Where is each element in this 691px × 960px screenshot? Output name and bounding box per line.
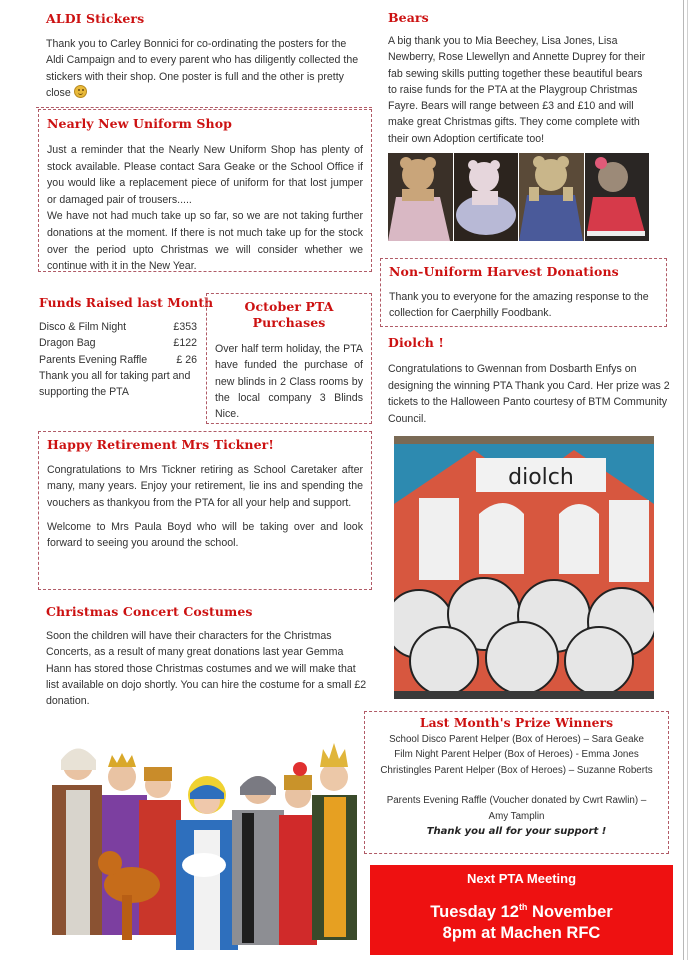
next-meeting-banner: [370, 865, 673, 955]
bear-photo-red-dress: [585, 153, 650, 241]
fund-amount: £353: [173, 321, 197, 333]
aldi-heading: ALDI Stickers: [46, 11, 145, 26]
bears-section: [388, 10, 650, 147]
funds-heading: Funds Raised last Month: [39, 295, 214, 310]
raffle-line: Parents Evening Raffle (Voucher donated by Cwrt Rawlin) –: [386, 795, 647, 807]
fund-amount: £122: [173, 337, 197, 350]
fund-row: [39, 352, 207, 368]
winner-line: School Disco Parent Helper (Box of Heroes) – Sara Geake: [389, 734, 644, 745]
winners-signoff: Thank you all for your support !: [426, 826, 607, 838]
fund-label: Parents Evening Raffle: [39, 353, 148, 366]
october-body: Over half term holiday, the PTA have funded the purchase of new blinds in 2 Class rooms by the local company 3 Blinds Nice.: [215, 343, 363, 421]
card-text: diolch: [508, 465, 574, 490]
bear-photo-tutu: [454, 153, 519, 241]
retirement-para-2: Welcome to Mrs Paula Boyd who will be taking over and look forward to seeing you around the school.: [47, 520, 363, 550]
diolch-body: Congratulations to Gwennan from Dosbarth Enfys on designing the winning PTA Thank you Card. Her prize was 2 tickets to the Halloween Panto courtesy of BTM Community Council.: [388, 363, 670, 425]
page-edge-line: [683, 0, 684, 960]
funds-raised-section: [39, 295, 214, 400]
fund-row: [39, 319, 207, 335]
meeting-date: Tuesday 12th November: [430, 902, 613, 921]
fund-label: Disco & Film Night: [39, 321, 127, 333]
meeting-place: 8pm at Machen RFC: [442, 924, 601, 942]
retirement-section: [38, 431, 372, 590]
bear-photos-strip: [388, 153, 649, 241]
bears-heading: Bears: [388, 10, 429, 25]
funds-thanks: Thank you all for taking part and supporting the PTA: [39, 369, 191, 399]
uniform-para-1: Just a reminder that the Nearly New Uniform Shop has plenty of stock available. Please contact Sara Geake or the School Office if you would like a replacement piece of uniform for that lost jumper or damaged pair of trousers.....: [47, 144, 363, 206]
winners-heading: Last Month's Prize Winners: [419, 715, 614, 730]
fund-amount: £ 26: [176, 353, 197, 366]
retirement-para-1: Congratulations to Mrs Tickner retiring as School Caretaker after many, many years. Enjoy your retirement, lie ins and spending the vouchers as thankyou from the PTA for all your help and support.: [47, 464, 363, 509]
harvest-donations-section: [380, 258, 667, 327]
section-divider: [36, 107, 372, 108]
prize-winners-section: [364, 711, 669, 854]
smiley-icon: [74, 85, 87, 98]
nativity-costumes-photo: [44, 735, 366, 950]
page-edge-line: [687, 0, 688, 960]
retirement-heading: Happy Retirement Mrs Tickner!: [47, 437, 274, 452]
uniform-shop-section: [38, 109, 372, 272]
fund-row: [39, 335, 207, 351]
october-heading: October PTA Purchases: [244, 299, 334, 330]
bear-photo-pink-dress: [388, 153, 453, 241]
uniform-para-2: We have not had much take up so far, so we are not taking further donations at the moment. If there is not much take up for the stock over the period upto Christmas we will consider whether we continue with it in the New Year.: [47, 210, 363, 273]
fund-label: Dragon Bag: [39, 337, 96, 350]
winner-line: Film Night Parent Helper (Box of Heroes) - Emma Jones: [394, 749, 639, 761]
bear-photo-blue-floral: [519, 153, 584, 241]
diolch-section: [388, 335, 673, 427]
christmas-costumes-section: [46, 604, 371, 709]
aldi-body: Thank you to Carley Bonnici for co-ordinating the posters for the Aldi Campaign and to every parent who has diligently collected the stickers with their shop. One poster is full and the other is pretty close: [46, 38, 359, 99]
meeting-title: Next PTA Meeting: [466, 871, 577, 886]
uniform-heading: Nearly New Uniform Shop: [47, 116, 233, 131]
diolch-heading: Diolch !: [388, 335, 445, 350]
aldi-stickers-section: [46, 11, 366, 101]
winner-line: Christingles Parent Helper (Box of Heroes) – Suzanne Roberts: [380, 764, 653, 776]
harvest-body: Thank you to everyone for the amazing response to the collection for Caerphilly Foodbank.: [389, 291, 649, 319]
costumes-heading: Christmas Concert Costumes: [46, 604, 253, 619]
costumes-body: Soon the children will have their characters for the Christmas Concerts, as a result of many great donations last year Gemma Hann has stored those Christmas costumes and we will make that list available on dojo shortly. You can hire the costume for a small £2 donation.: [46, 630, 367, 708]
bears-body: A big thank you to Mia Beechey, Lisa Jones, Lisa Newberry, Rose Llewellyn and Annette Duprey for their fab sewing skills putting together these beautiful bears to raise funds for the PTA at the Playgroup Christmas Fayre. Bears will range between £3 and £10 and will make great Christmas gifts. They come complete with their own Adoption certificate too!: [388, 35, 646, 145]
october-purchases-section: [206, 293, 372, 424]
harvest-heading: Non-Uniform Harvest Donations: [389, 264, 619, 279]
raffle-winner: Amy Tamplin: [488, 810, 545, 822]
thank-you-card-photo: [394, 436, 654, 699]
